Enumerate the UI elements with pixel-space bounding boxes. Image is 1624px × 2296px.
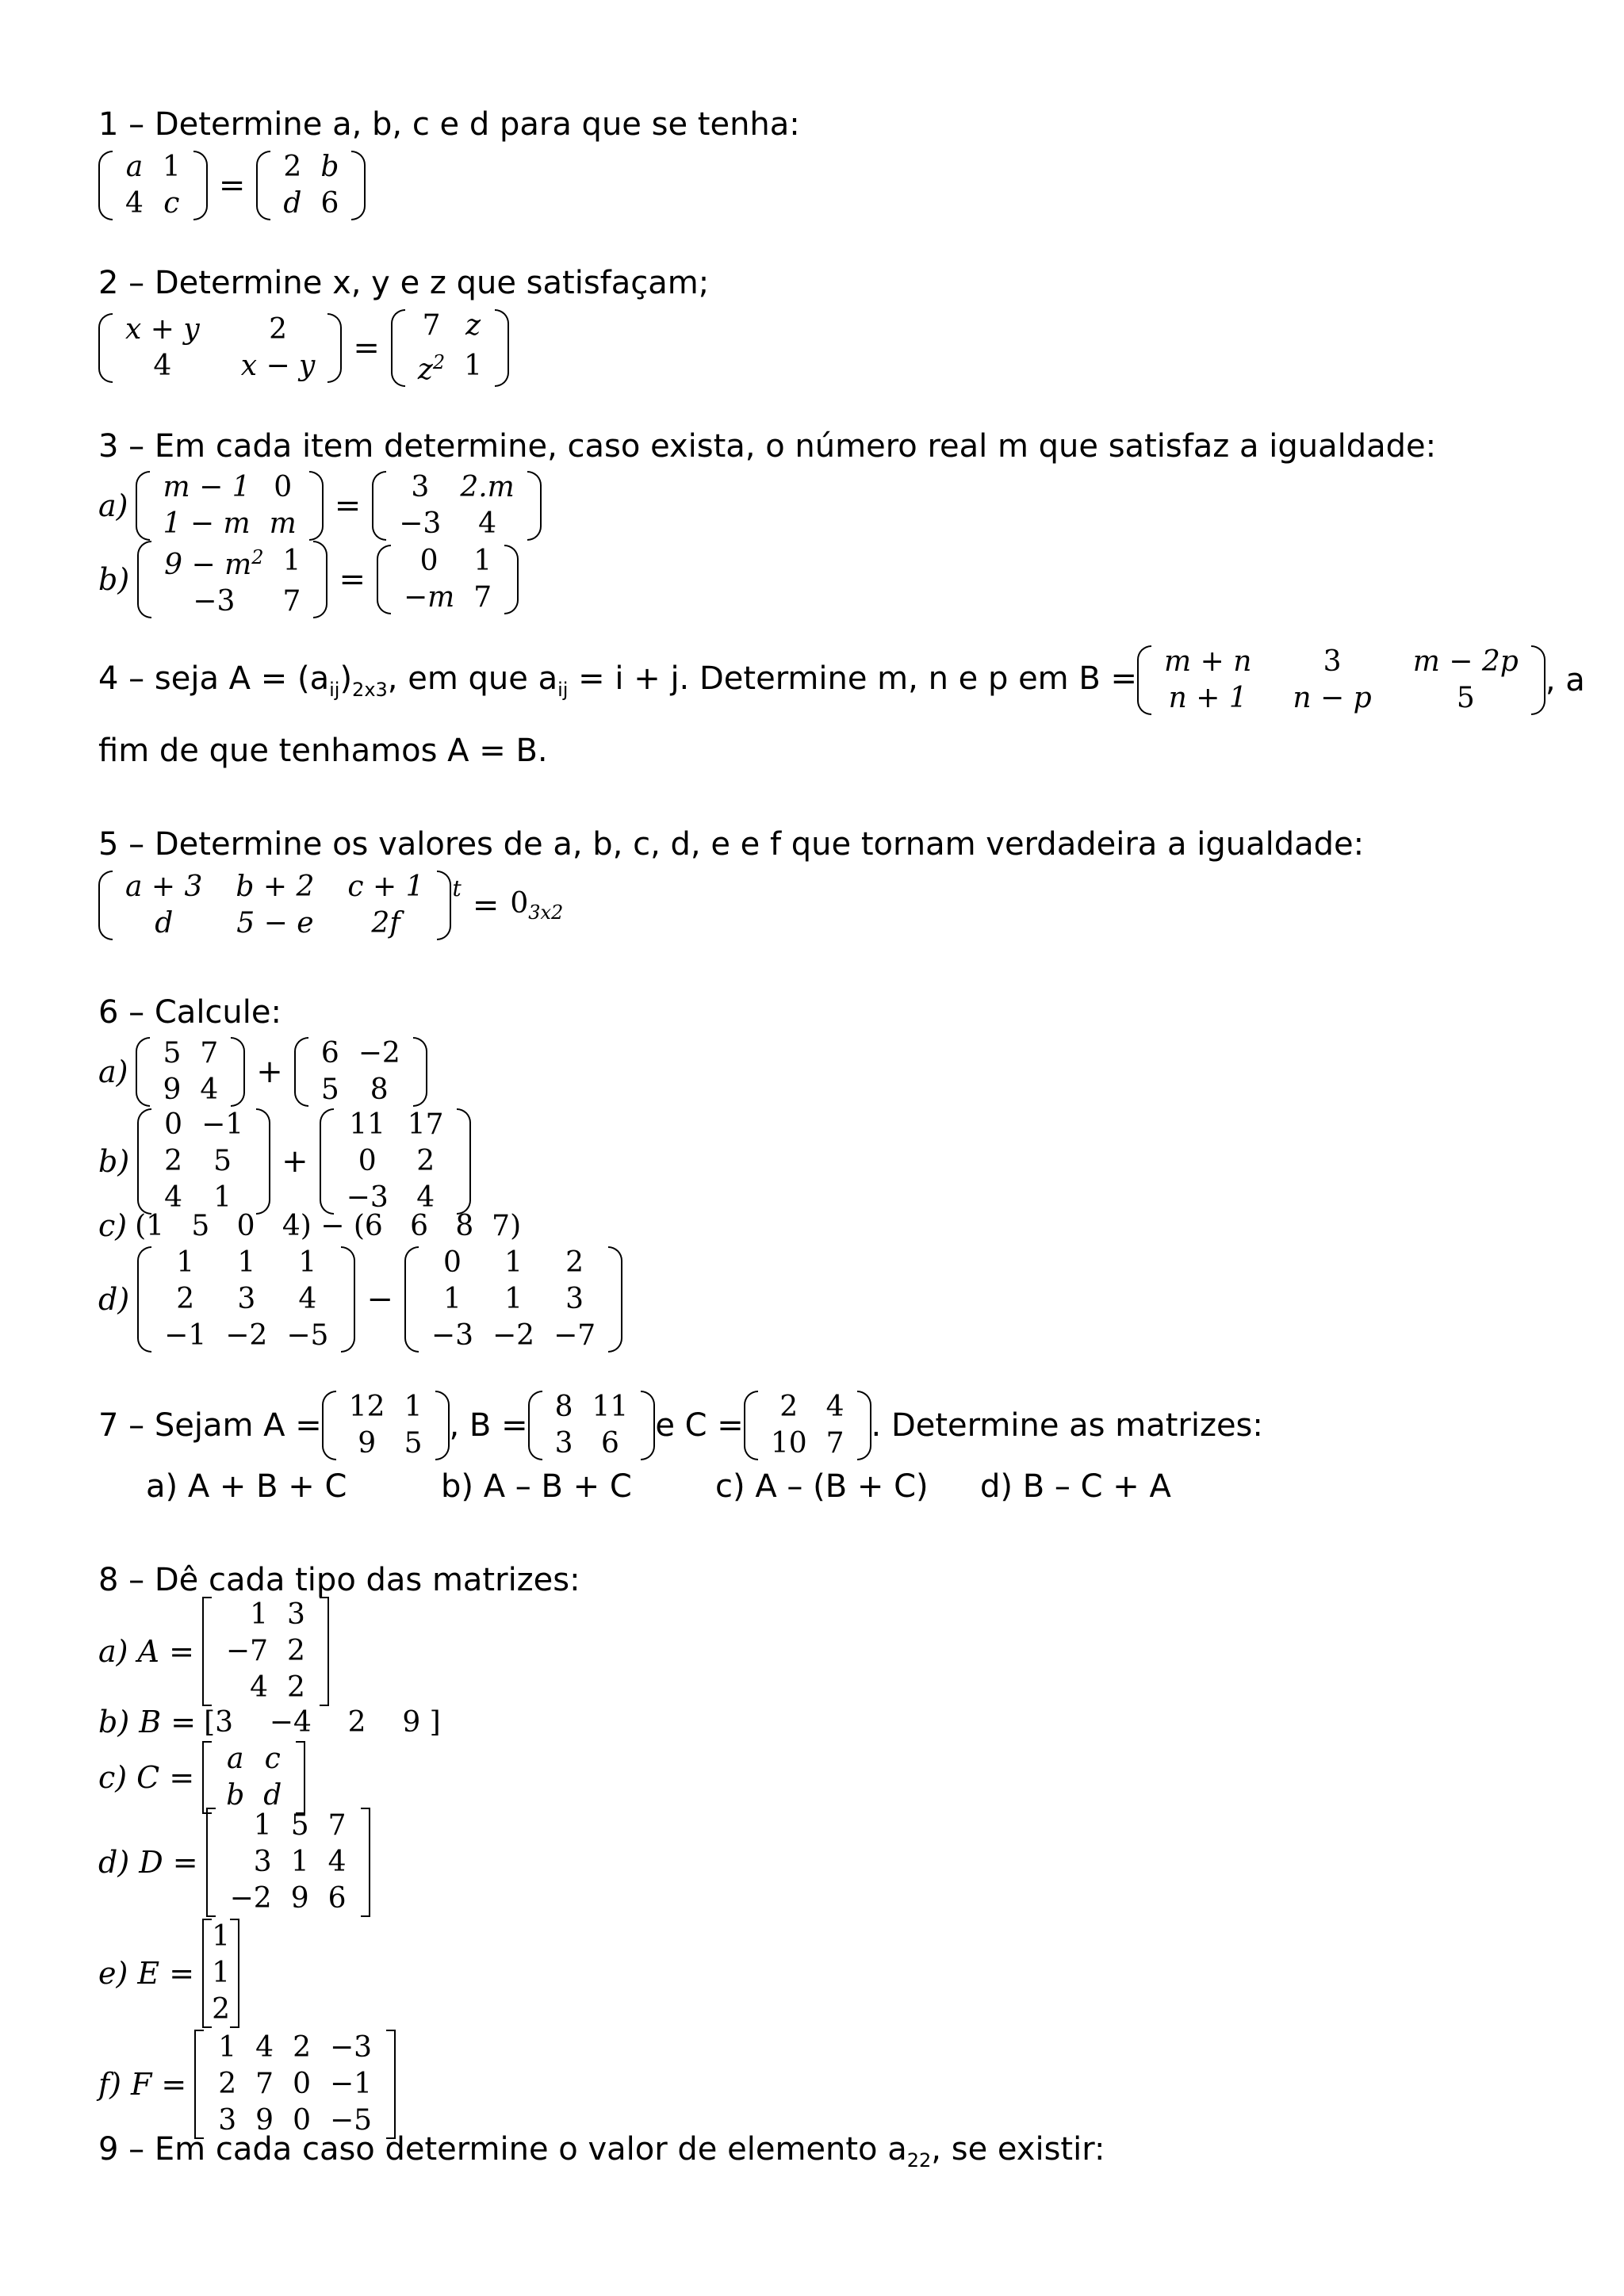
q1-matrix-left: a 1 4 c — [98, 149, 208, 222]
q1-matrix-right: 2 b d 6 — [256, 149, 366, 222]
question-3 — [98, 427, 1436, 466]
q6c: c) (1 5 0 4) − (6 6 8 7) — [98, 1208, 522, 1243]
question-1-text: 1 – Determine a, b, c e d para que se tenha: — [98, 106, 800, 143]
q3b-equation: b) $9 - m^2$ 1 −3 7 = 0 1 −m 7 — [98, 539, 519, 620]
q2-equation: x + y 2 4 x − y = 7 z $z^2$ 1 — [98, 308, 509, 388]
q8d: d) D = 1 5 7 3 1 4 −2 9 6 — [98, 1808, 370, 1917]
question-4: 4 – seja $A = (a_{ij})_{2x3}$, em que $a_{ij} = i + j$. Determine m, n e p em B = m + n 3 m − 2p n + 1 n − p 5 , a — [98, 644, 1585, 717]
q4-matrix-b: m + n 3 m − 2p n + 1 n − p 5 — [1137, 644, 1545, 717]
worksheet-page: 1 – Determine a, b, c e d para que se tenha: a 1 4 c = 2 b d 6 2 – Determine x, y e z que satisfaçam; x + y 2 4 x − y = 7 z $z^2$ 1 3 – Em cada item determine, caso exista, o número real m que satisfaz a igualdade: a) m − 1 0 1 − m m = 3 2.m −3 4 b) $9 - m^2$ 1 −3 7 = 0 1 −m 7 4 – seja $A = (a_{ij})_{2x3}$, em que $a_{ij} = i + j$. Determine m, n e p em B = m + n 3 m − 2p n + 1 n − p 5 , a fim de que tenhamos A = B. 5 – Determine os valores de a, b, c, d, e e f que tornam verdadeira a igualdade: a + 3 b + 2 c + 1 d 5 − e 2f t = $0_{3x2}$ 6 – Calcule: a) 5 7 9 4 + 6 −2 5 8 b) 0 −1 2 5 4 1 + 11 17 0 2 −3 4 c) (1 5 0 4) − (6 6 8 7) d) 1 1 1 2 3 4 −1 −2 −5 − 0 1 2 1 1 3 −3 −2 −7 7 – Sejam A = 12 1 9 5 , B = 8 11 3 6 e C = 2 4 10 7 . Determine as matrizes: a) A + B + C b) A – B + C c) A – (B + C) d) B – C + A 8 – Dê cada tipo das matrizes: a) A = 1 3 −7 2 4 2 b) B = [3 −4 2 9 ] c) C = a c b d d) D = 1 5 7 3 1 4 −2 9 6 e) E = 1 1 2 f) F = 1 4 2 −3 2 7 0 −1 3 9 0 −5 9 – Em cada caso determine o valor de elemento $a_{22}$, se existir: — [0, 0, 1624, 2296]
q8c: c) C = a c b d — [98, 1741, 305, 1814]
question-1 — [98, 105, 800, 144]
q8f: f) F = 1 4 2 −3 2 7 0 −1 3 9 0 −5 — [98, 2030, 396, 2139]
question-6: 6 – Calcule: — [98, 994, 282, 1031]
q8e: e) E = 1 1 2 — [98, 1919, 239, 2028]
question-2 — [98, 263, 709, 303]
q7-items: a) A + B + C — [146, 1468, 347, 1505]
q3a-equation: a) m − 1 0 1 − m m = 3 2.m −3 4 — [98, 469, 542, 542]
question-2-text: 2 – Determine x, y e z que satisfaçam; — [98, 265, 710, 301]
q8a: a) A = 1 3 −7 2 4 2 — [98, 1597, 329, 1706]
question-8: 8 – Dê cada tipo das matrizes: — [98, 1562, 580, 1598]
question-4-line2: fim de que tenhamos A = B. — [98, 733, 548, 769]
question-7: 7 – Sejam A = 12 1 9 5 , B = 8 11 3 6 e C = 2 4 10 7 . Determine as matrizes: — [98, 1389, 1263, 1462]
q8b: b) B = [3 −4 2 9 ] — [98, 1705, 441, 1739]
q6a: a) 5 7 9 4 + 6 −2 5 8 — [98, 1035, 427, 1108]
question-3-text: 3 – Em cada item determine, caso exista, o número real m que satisfaz a igualdade: — [98, 428, 1437, 465]
question-5: 5 – Determine os valores de a, b, c, d, e e f que tornam verdadeira a igualdade: — [98, 826, 1365, 863]
q6b: b) 0 −1 2 5 4 1 + 11 17 0 2 −3 4 — [98, 1107, 471, 1216]
q5-equation: a + 3 b + 2 c + 1 d 5 − e 2f t = $0_{3x2}$ — [98, 869, 563, 942]
q6d: d) 1 1 1 2 3 4 −1 −2 −5 − 0 1 2 1 1 3 −3 −2 −7 — [98, 1245, 622, 1354]
q1-equation: a 1 4 c = 2 b d 6 — [98, 149, 366, 222]
question-9: 9 – Em cada caso determine o valor de elemento $a_{22}$, se existir: — [98, 2131, 1105, 2172]
